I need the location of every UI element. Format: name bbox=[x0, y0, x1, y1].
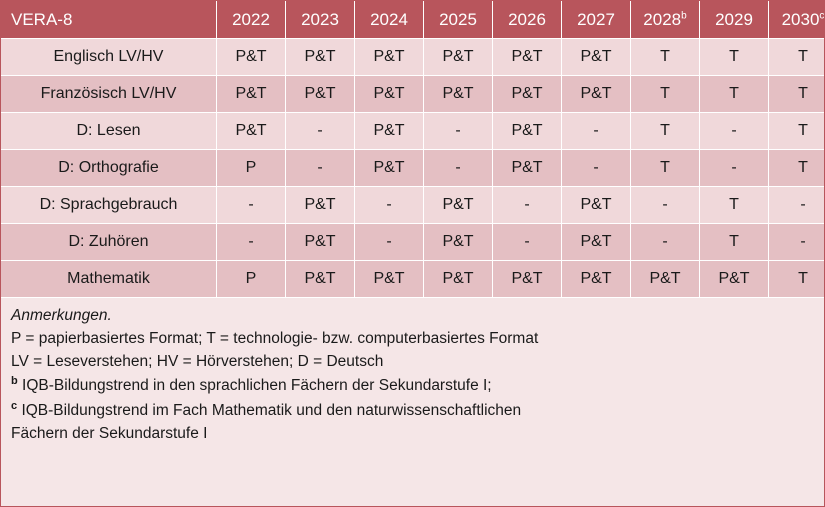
header-year-2023 bbox=[286, 1, 355, 39]
footnote-c-text: IQB-Bildungstrend im Fach Mathematik und den naturwissenschaftlichen bbox=[21, 402, 522, 420]
cell: P&T bbox=[424, 76, 493, 113]
year-superscript: c bbox=[819, 9, 825, 21]
cell: P&T bbox=[286, 187, 355, 224]
year-superscript: b bbox=[681, 9, 687, 21]
notes-line-formats: P = papierbasiertes Format; T = technologie- bzw. computerbasiertes Format bbox=[11, 329, 539, 347]
notes-footnote-c-continued: Fächern der Sekundarstufe I bbox=[11, 425, 208, 443]
cell: P&T bbox=[424, 261, 493, 298]
cell: P&T bbox=[424, 39, 493, 76]
cell: - bbox=[424, 150, 493, 187]
row-label: D: Sprachgebrauch bbox=[1, 187, 217, 224]
cell: T bbox=[700, 39, 769, 76]
cell: P&T bbox=[424, 187, 493, 224]
header-year-2024 bbox=[355, 1, 424, 39]
cell: T bbox=[769, 76, 825, 113]
vera8-schedule-table bbox=[1, 1, 825, 298]
cell: P&T bbox=[493, 76, 562, 113]
year-text: 2024 bbox=[370, 9, 408, 29]
cell: - bbox=[355, 187, 424, 224]
cell: P&T bbox=[286, 39, 355, 76]
cell: - bbox=[355, 224, 424, 261]
cell: - bbox=[700, 113, 769, 150]
cell: - bbox=[631, 187, 700, 224]
cell: T bbox=[631, 150, 700, 187]
cell: T bbox=[700, 224, 769, 261]
cell: P&T bbox=[217, 76, 286, 113]
cell: P&T bbox=[286, 261, 355, 298]
cell: P bbox=[217, 150, 286, 187]
cell: P&T bbox=[562, 39, 631, 76]
cell: P&T bbox=[355, 39, 424, 76]
table-row bbox=[1, 113, 825, 150]
table-row bbox=[1, 261, 825, 298]
header-year-2027 bbox=[562, 1, 631, 39]
header-corner-label bbox=[1, 1, 217, 39]
cell: P&T bbox=[562, 76, 631, 113]
notes-line-abbreviations: LV = Leseverstehen; HV = Hörverstehen; D = Deutsch bbox=[11, 352, 384, 370]
cell: - bbox=[562, 113, 631, 150]
footnote-marker-c: c bbox=[11, 400, 18, 413]
cell: T bbox=[631, 39, 700, 76]
cell: - bbox=[493, 187, 562, 224]
cell: P&T bbox=[217, 113, 286, 150]
year-text: 2029 bbox=[715, 9, 753, 29]
cell: - bbox=[562, 150, 631, 187]
cell: - bbox=[631, 224, 700, 261]
notes-heading: Anmerkungen. bbox=[11, 307, 112, 324]
table-body bbox=[1, 39, 825, 298]
year-text: 2023 bbox=[301, 9, 339, 29]
footnote-b-text: IQB-Bildungstrend in den sprachlichen Fächern der Sekundarstufe I; bbox=[22, 377, 492, 395]
cell: P&T bbox=[493, 113, 562, 150]
cell: P&T bbox=[355, 76, 424, 113]
cell: - bbox=[769, 224, 825, 261]
cell: P&T bbox=[424, 224, 493, 261]
cell: P&T bbox=[700, 261, 769, 298]
cell: T bbox=[769, 150, 825, 187]
row-label: D: Orthografie bbox=[1, 150, 217, 187]
table-row bbox=[1, 39, 825, 76]
year-text: 2022 bbox=[232, 9, 270, 29]
year-text: 2025 bbox=[439, 9, 477, 29]
header-year-2028 bbox=[631, 1, 700, 39]
cell: P&T bbox=[562, 261, 631, 298]
cell: P&T bbox=[286, 224, 355, 261]
cell: T bbox=[631, 113, 700, 150]
table-row bbox=[1, 150, 825, 187]
cell: T bbox=[769, 39, 825, 76]
cell: - bbox=[493, 224, 562, 261]
table-row bbox=[1, 224, 825, 261]
footnote-marker-b: b bbox=[11, 375, 18, 388]
cell: P&T bbox=[493, 39, 562, 76]
corner-label-text: VERA-8 bbox=[11, 9, 73, 29]
cell: P&T bbox=[286, 76, 355, 113]
header-year-2026 bbox=[493, 1, 562, 39]
cell: P&T bbox=[631, 261, 700, 298]
year-text: 2028 bbox=[643, 9, 682, 29]
cell: T bbox=[769, 113, 825, 150]
cell: T bbox=[700, 76, 769, 113]
header-year-2022 bbox=[217, 1, 286, 39]
row-label: Englisch LV/HV bbox=[1, 39, 217, 76]
cell: T bbox=[700, 187, 769, 224]
year-text: 2026 bbox=[508, 9, 546, 29]
cell: - bbox=[217, 224, 286, 261]
notes-footnote-c bbox=[11, 398, 814, 423]
cell: P&T bbox=[562, 187, 631, 224]
cell: - bbox=[700, 150, 769, 187]
cell: P&T bbox=[355, 113, 424, 150]
cell: P&T bbox=[493, 150, 562, 187]
cell: P&T bbox=[355, 261, 424, 298]
cell: - bbox=[424, 113, 493, 150]
header-year-2025 bbox=[424, 1, 493, 39]
cell: T bbox=[769, 261, 825, 298]
cell: P&T bbox=[217, 39, 286, 76]
notes-footnote-b bbox=[11, 373, 814, 398]
row-label: D: Zuhören bbox=[1, 224, 217, 261]
table-notes bbox=[1, 298, 824, 446]
row-label: Französisch LV/HV bbox=[1, 76, 217, 113]
header-row bbox=[1, 1, 825, 39]
cell: T bbox=[631, 76, 700, 113]
cell: P&T bbox=[493, 261, 562, 298]
header-year-2030 bbox=[769, 1, 825, 39]
row-label: D: Lesen bbox=[1, 113, 217, 150]
table-row bbox=[1, 187, 825, 224]
row-label: Mathematik bbox=[1, 261, 217, 298]
cell: - bbox=[286, 113, 355, 150]
cell: - bbox=[286, 150, 355, 187]
header-year-2029 bbox=[700, 1, 769, 39]
cell: - bbox=[217, 187, 286, 224]
year-text: 2027 bbox=[577, 9, 615, 29]
year-text: 2030 bbox=[781, 9, 820, 29]
cell: P bbox=[217, 261, 286, 298]
cell: - bbox=[769, 187, 825, 224]
cell: P&T bbox=[355, 150, 424, 187]
table-row bbox=[1, 76, 825, 113]
table-header bbox=[1, 1, 825, 39]
cell: P&T bbox=[562, 224, 631, 261]
